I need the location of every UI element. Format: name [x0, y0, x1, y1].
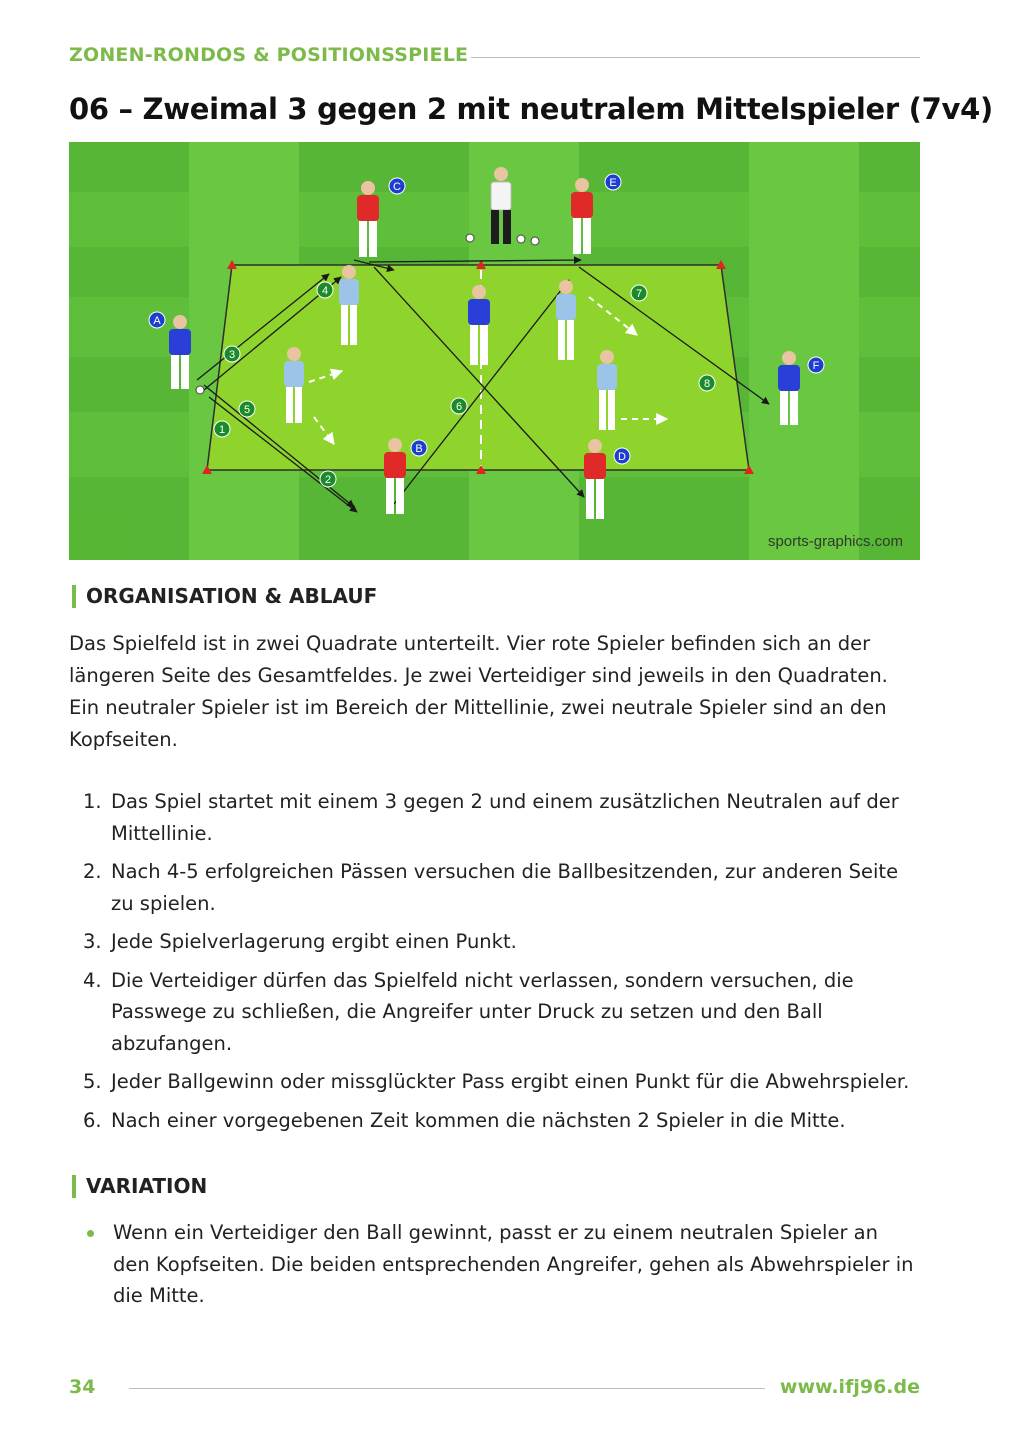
- player-badge-a: [149, 312, 165, 328]
- running-header: [69, 44, 920, 72]
- step-text: Nach einer vorgegebenen Zeit kommen die nächsten 2 Spieler in die Mitte.: [111, 1108, 846, 1132]
- list-item: [69, 1066, 919, 1098]
- pass-number: 6: [455, 401, 463, 413]
- pass-badge-1: [214, 421, 230, 437]
- player-badge-b: [411, 440, 427, 456]
- step-text: Jede Spielverlagerung ergibt einen Punkt.: [111, 930, 517, 953]
- step-text: Das Spiel startet mit einem 3 gegen 2 und einem zusätzlichen Neutralen auf der Mittellinie.: [111, 790, 899, 845]
- pass-badge-5: [239, 401, 255, 417]
- step-number: 6.: [83, 1108, 102, 1132]
- page-footer: [69, 1374, 920, 1404]
- pass-number: 1: [218, 424, 226, 436]
- player-letter: B: [415, 443, 423, 455]
- organisation-text: Das Spielfeld ist in zwei Quadrate unterteilt. Vier rote Spieler befinden sich an der längeren Seite des Gesamtfeldes. Je zwei Verteidiger sind jeweils in den Quadraten. Ein neutraler Spieler ist im Bereich der Mittellinie, zwei neutrale Spieler sind an den Kopfseiten.: [69, 632, 888, 751]
- variation-text: Wenn ein Verteidiger den Ball gewinnt, passt er zu einem neutralen Spieler an den Kopfseiten. Die beiden entsprechenden Angreifer, gehen als Abwehrspieler in die Mitte.: [113, 1221, 914, 1307]
- variation-list: [69, 1217, 919, 1312]
- list-item: [69, 856, 919, 919]
- pass-number: 3: [228, 349, 236, 361]
- diagram-watermark: sports-graphics.com: [767, 533, 903, 550]
- list-item: [69, 965, 919, 1060]
- pass-number: 5: [243, 404, 251, 416]
- step-text: Nach 4-5 erfolgreichen Pässen versuchen die Ballbesitzenden, zur anderen Seite zu spielen.: [111, 860, 899, 915]
- organisation-heading: ORGANISATION & ABLAUF: [72, 585, 377, 608]
- list-item: [69, 926, 919, 958]
- header-divider: [471, 57, 920, 58]
- pass-number: 4: [321, 285, 329, 297]
- pass-number: 2: [324, 474, 332, 486]
- pass-badge-6: [451, 398, 467, 414]
- pass-number: 8: [703, 378, 711, 390]
- step-number: 5.: [83, 1070, 102, 1093]
- pass-badge-4: [317, 282, 333, 298]
- player-letter: F: [812, 360, 820, 372]
- variation-heading: VARIATION: [72, 1175, 207, 1198]
- list-item: [69, 786, 919, 849]
- pass-number: 7: [635, 288, 643, 300]
- player-letter: E: [609, 177, 617, 189]
- player-letter: C: [393, 181, 401, 193]
- player-letter: A: [153, 315, 161, 327]
- step-text: Die Verteidiger dürfen das Spielfeld nicht verlassen, sondern versuchen, die Passwege zu schließen, die Angreifer unter Druck zu setzen und den Ball abzufangen.: [111, 968, 854, 1055]
- player-badge-d: [614, 448, 630, 464]
- list-item: [69, 1217, 919, 1312]
- step-text: Jeder Ballgewinn oder missglückter Pass ergibt einen Punkt für die Abwehrspieler.: [111, 1070, 910, 1093]
- pass-badge-3: [224, 346, 240, 362]
- player-badge-c: [389, 178, 405, 194]
- step-number: 3.: [83, 930, 102, 953]
- pass-badge-2: [320, 471, 336, 487]
- pass-badge-7: [631, 285, 647, 301]
- list-item: [69, 1105, 919, 1137]
- footer-divider: [129, 1388, 765, 1389]
- drill-diagram: [69, 142, 920, 560]
- page-number: 34: [69, 1376, 96, 1398]
- page-title: 06 – Zweimal 3 gegen 2 mit neutralem Mittelspieler (7v4): [69, 92, 993, 126]
- player-badge-e: [605, 174, 621, 190]
- player-letter: D: [618, 451, 626, 463]
- bullet-icon: [87, 1230, 94, 1237]
- step-number: 2.: [83, 860, 102, 883]
- header-section-label: ZONEN-RONDOS & POSITIONSSPIELE: [69, 44, 469, 66]
- player-badge-f: [808, 357, 824, 373]
- procedure-steps: [69, 786, 919, 1143]
- step-number: 1.: [83, 790, 102, 813]
- step-number: 4.: [83, 968, 102, 992]
- pass-badge-8: [699, 375, 715, 391]
- website-link[interactable]: www.ifj96.de: [779, 1376, 920, 1398]
